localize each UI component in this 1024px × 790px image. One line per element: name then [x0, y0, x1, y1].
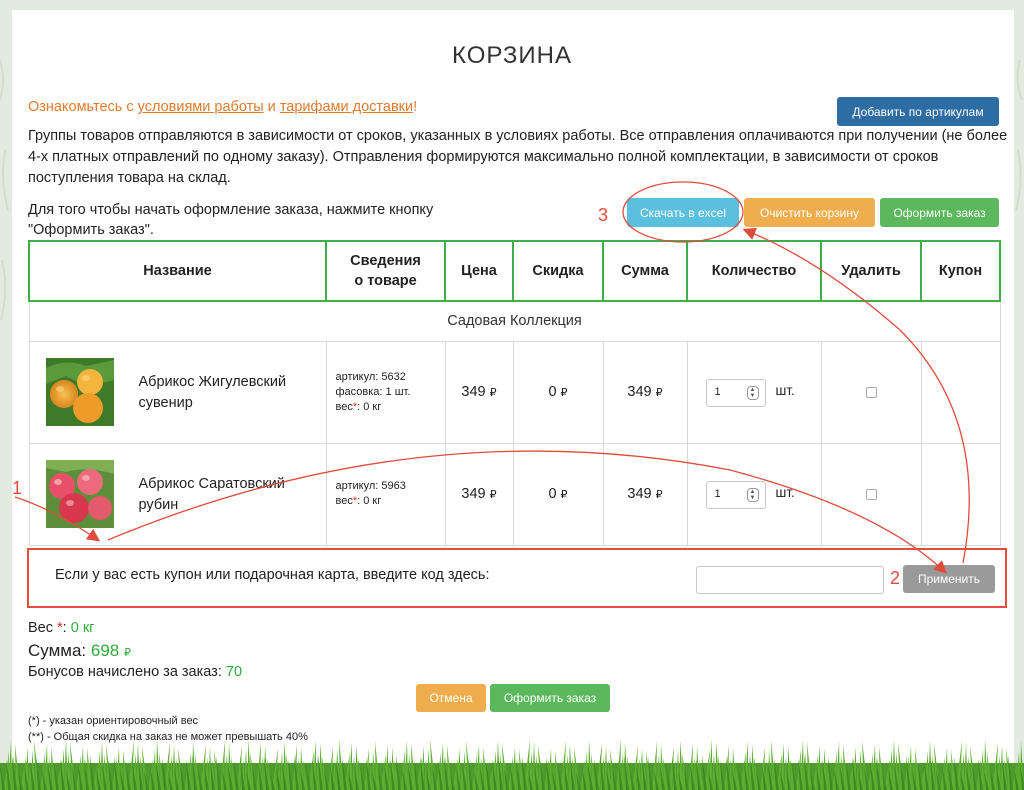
delete-cell	[821, 341, 921, 443]
column-header-details: Сведения о товаре	[326, 241, 445, 301]
quantity-stepper[interactable]: 1 ▲ ▼	[706, 379, 766, 407]
terms-notice: Ознакомьтесь с условиями работы и тарифами доставки!	[28, 99, 418, 115]
delete-cell	[821, 443, 921, 545]
coupon-cell	[921, 443, 1000, 545]
coupon-label: Если у вас есть купон или подарочная карта, введите код здесь:	[55, 567, 490, 583]
column-header-sum: Сумма	[603, 241, 687, 301]
table-header-row	[29, 241, 1000, 301]
price-cell: 349 ₽	[445, 443, 513, 545]
number-spinner-icon[interactable]: ▲ ▼	[747, 488, 759, 502]
apply-coupon-button[interactable]: Применить	[903, 565, 995, 593]
coupon-code-input[interactable]	[696, 566, 884, 594]
coupon-cell	[921, 341, 1000, 443]
delete-checkbox[interactable]	[866, 387, 877, 398]
column-header-name: Название	[29, 241, 326, 301]
annotation-number-2: 2	[890, 568, 901, 588]
product-details: артикул: 5632 фасовка: 1 шт. вес*: 0 кг	[326, 341, 445, 443]
group-name: Садовая Коллекция	[29, 301, 1000, 341]
table-row	[29, 341, 1000, 443]
quantity-stepper[interactable]: 1 ▲ ▼	[706, 481, 766, 509]
product-name[interactable]: Абрикос Саратовский рубин	[138, 475, 285, 513]
quantity-cell: 1 ▲ ▼ шт.	[687, 341, 821, 443]
annotation-number-1: 1	[12, 478, 23, 498]
column-header-discount: Скидка	[513, 241, 603, 301]
column-header-delete: Удалить	[821, 241, 921, 301]
delivery-tariffs-link[interactable]: тарифами доставки	[279, 99, 414, 115]
shipping-info-text: Группы товаров отправляются в зависимости от сроков, указанных в условиях работы. Все отправления оплачиваются при получении (не более 4-х платных отправлений по одному заказу). Отправления формируются максимально полной комплектации, в зависимости от сроков поступления товара на склад.	[28, 128, 1008, 186]
sum-cell: 349 ₽	[603, 443, 687, 545]
order-hint-text: Для того чтобы начать оформление заказа, нажмите кнопку "Оформить заказ".	[28, 202, 434, 238]
download-excel-button[interactable]: Скачать в excel	[627, 198, 739, 227]
weight-footnote: (*) - указан ориентировочный вес	[28, 715, 199, 727]
discount-cell: 0 ₽	[513, 341, 603, 443]
work-conditions-link[interactable]: условиями работы	[137, 99, 264, 115]
discount-cell: 0 ₽	[513, 443, 603, 545]
delete-checkbox[interactable]	[866, 489, 877, 500]
column-header-quantity: Количество	[687, 241, 821, 301]
checkout-bottom-button[interactable]: Оформить заказ	[490, 684, 610, 712]
discount-footnote: (**) - Общая скидка на заказ не может превышать 40%	[28, 731, 308, 743]
bonus-total: Бонусов начислено за заказ: 70	[28, 664, 243, 680]
number-spinner-icon[interactable]: ▲ ▼	[747, 386, 759, 400]
group-row	[29, 301, 1000, 341]
annotation-number-3: 3	[598, 205, 609, 225]
checkout-button[interactable]: Оформить заказ	[880, 198, 999, 227]
grass-footer	[0, 735, 1024, 790]
coupon-section	[27, 548, 1007, 608]
product-image[interactable]	[46, 358, 114, 426]
add-by-article-button[interactable]: Добавить по артикулам	[837, 97, 999, 126]
cart-table	[28, 240, 1001, 546]
table-row	[29, 443, 1000, 545]
column-header-price: Цена	[445, 241, 513, 301]
cancel-button[interactable]: Отмена	[416, 684, 486, 712]
total-weight: Вес *: 0 кг	[28, 620, 95, 636]
product-image[interactable]	[46, 460, 114, 528]
quantity-cell: 1 ▲ ▼ шт.	[687, 443, 821, 545]
column-header-coupon: Купон	[921, 241, 1000, 301]
sum-cell: 349 ₽	[603, 341, 687, 443]
price-cell: 349 ₽	[445, 341, 513, 443]
product-details: артикул: 5963 вес*: 0 кг	[326, 443, 445, 545]
product-name[interactable]: Абрикос Жигулевский сувенир	[138, 373, 287, 411]
clear-cart-button[interactable]: Очистить корзину	[744, 198, 875, 227]
page-title: КОРЗИНА	[452, 42, 572, 69]
total-sum: Сумма: 698 ₽	[28, 641, 131, 660]
